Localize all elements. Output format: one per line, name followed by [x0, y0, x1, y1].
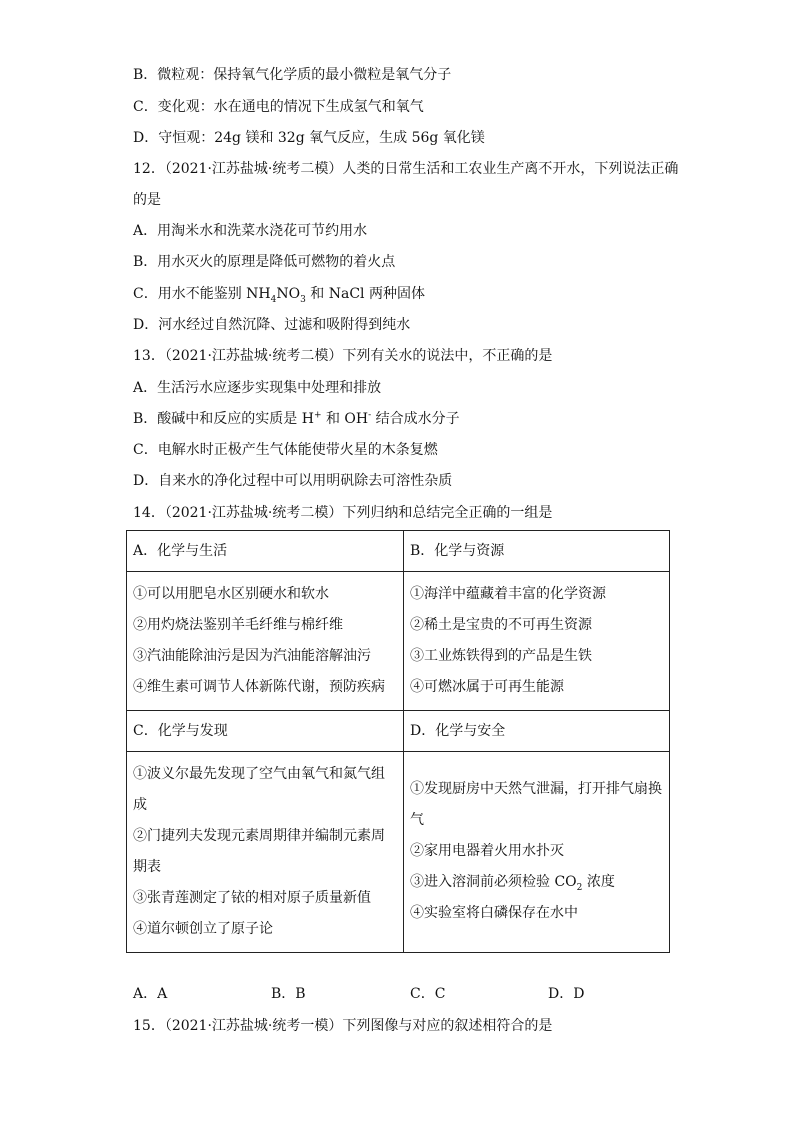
- q12-option-b: B．用水灭火的原理是降低可燃物的着火点: [133, 254, 396, 270]
- q13-b-sup: +: [313, 410, 322, 421]
- cell-a-head: A．化学与生活: [127, 531, 404, 572]
- q14-summary-table: [126, 530, 670, 953]
- q12-option-d: D．河水经过自然沉降、过滤和吸附得到纯水: [133, 317, 411, 333]
- a-item: ③汽油能除油污是因为汽油能溶解油污: [133, 648, 371, 664]
- cell-a-body: [127, 572, 404, 711]
- q12-c-text: 和 NaCl 两种固体: [305, 286, 425, 302]
- q13-stem: 13．（2021·江苏盐城·统考二模）下列有关水的说法中，不正确的是: [133, 348, 553, 364]
- q11-option-d: D．守恒观：24g 镁和 32g 氧气反应，生成 56g 氧化镁: [133, 130, 485, 146]
- q15-stem: 15．（2021·江苏盐城·统考一模）下列图像与对应的叙述相符合的是: [133, 1018, 553, 1034]
- q13-option-d: D．自来水的净化过程中可以用明矾除去可溶性杂质: [133, 473, 453, 489]
- choice-c[interactable]: C．C: [410, 986, 446, 1002]
- d-item: ①发现厨房中天然气泄漏，打开排气扇换: [410, 781, 662, 797]
- c-item: ④道尔顿创立了原子论: [133, 921, 273, 937]
- cell-b-head: B．化学与资源: [404, 531, 670, 572]
- q12-c-sub: 3: [300, 294, 306, 305]
- q14-choices: [133, 984, 733, 1004]
- q13-option-c: C．电解水时正极产生气体能使带火星的木条复燃: [133, 442, 438, 458]
- cell-c-head: C．化学与发现: [127, 711, 404, 752]
- choice-a[interactable]: A．A: [133, 986, 168, 1002]
- d-item3-sub: 2: [576, 882, 583, 893]
- q12-c-text: NO: [276, 286, 301, 302]
- d-item: ④实验室将白磷保存在水中: [410, 905, 578, 921]
- b-item: ③工业炼铁得到的产品是生铁: [410, 648, 592, 664]
- b-item: ④可燃冰属于可再生能源: [410, 679, 564, 695]
- cell-d-body: [404, 752, 670, 953]
- q12-c-text: C．用水不能鉴别 NH: [133, 286, 271, 302]
- c-item: ①波义尔最先发现了空气由氧气和氮气组: [133, 766, 385, 782]
- a-item: ④维生素可调节人体新陈代谢，预防疾病: [133, 679, 385, 695]
- b-item: ①海洋中蕴藏着丰富的化学资源: [410, 586, 606, 602]
- c-item: 成: [133, 797, 147, 813]
- c-item: ②门捷列夫发现元素周期律并编制元素周: [133, 828, 385, 844]
- d-item: [410, 867, 669, 898]
- q11-option-c: C．变化观：水在通电的情况下生成氢气和氧气: [133, 99, 424, 115]
- c-item: ③张青莲测定了铱的相对原子质量新值: [133, 890, 371, 906]
- b-item: ②稀土是宝贵的不可再生资源: [410, 617, 592, 633]
- q13-b-text: 结合成水分子: [371, 411, 460, 427]
- d-item3-text: 浓度: [582, 874, 615, 890]
- q11-option-b: B．微粒观：保持氧气化学质的最小微粒是氧气分子: [133, 67, 452, 83]
- choice-d[interactable]: D．D: [548, 986, 585, 1002]
- a-item: ②用灼烧法鉴别羊毛纤维与棉纤维: [133, 617, 343, 633]
- d-item3-text: ③进入溶洞前必须检验 CO: [410, 874, 577, 890]
- q14-stem: 14．（2021·江苏盐城·统考二模）下列归纳和总结完全正确的一组是: [133, 505, 553, 521]
- q12-stem: 12．（2021·江苏盐城·统考二模）人类的日常生活和工农业生产离不开水，下列说法正确: [133, 161, 679, 177]
- q12-c-sub: 4: [270, 294, 277, 305]
- choice-b[interactable]: B．B: [271, 986, 306, 1002]
- q13-option-a: A．生活污水应逐步实现集中处理和排放: [133, 380, 382, 396]
- d-item: ②家用电器着火用水扑灭: [410, 843, 564, 859]
- q13-option-b: [133, 409, 460, 429]
- d-item: 气: [410, 812, 424, 828]
- q13-b-text: 和 OH: [321, 411, 369, 427]
- q13-b-sup: -: [368, 410, 372, 421]
- cell-d-head: D．化学与安全: [404, 711, 670, 752]
- cell-b-body: [404, 572, 670, 711]
- q12-option-c: [133, 284, 425, 304]
- q13-b-text: B．酸碱中和反应的实质是 H: [133, 411, 314, 427]
- cell-c-body: [127, 752, 404, 953]
- q12-option-a: A．用淘米水和洗菜水浇花可节约用水: [133, 223, 368, 239]
- a-item: ①可以用肥皂水区别硬水和软水: [133, 586, 329, 602]
- q12-stem-cont: 的是: [133, 192, 161, 208]
- c-item: 期表: [133, 859, 161, 875]
